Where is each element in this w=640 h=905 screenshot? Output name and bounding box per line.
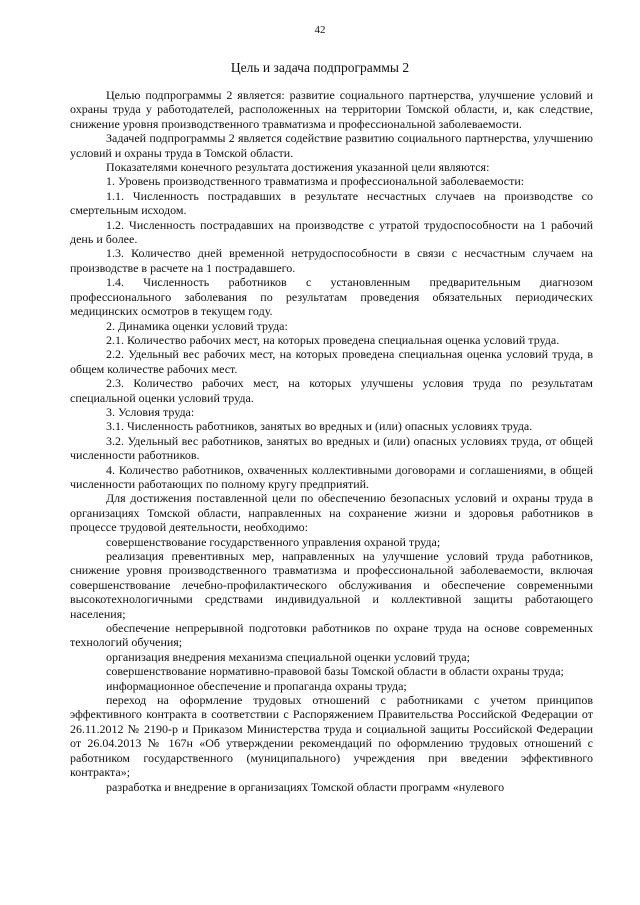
- paragraph: Целью подпрограммы 2 является: развитие социального партнерства, улучшение условий и охраны труда у работодателей, расположенных на территории Томской области, и, как следствие, снижение уровня производственного травматизма и профессиональной заболеваемости.: [70, 88, 593, 131]
- paragraph: 4. Количество работников, охваченных коллективными договорами и соглашениями, в общей численности работающих по полному кругу предприятий.: [70, 462, 593, 491]
- paragraph: совершенствование государственного управления охраной труда;: [106, 534, 441, 549]
- paragraph: 3. Условия труда:: [106, 404, 195, 419]
- paragraph: 2. Динамика оценки условий труда:: [106, 318, 288, 333]
- paragraph: Показателями конечного результата достижения указанной цели являются:: [106, 160, 490, 175]
- paragraph: 1.4. Численность работников с установленным предварительным диагнозом профессионального заболевания по результатам проведения обязательных периодических медицинских осмотров в текущем году.: [70, 275, 593, 319]
- page-number: 42: [314, 24, 326, 36]
- paragraph: совершенствование нормативно-правовой базы Томской области в области охраны труда;: [106, 664, 564, 679]
- paragraph: реализация превентивных мер, направленных на улучшение условий труда работников, снижение уровня производственного травматизма и профессиональной заболеваемости, включая совершенствование лечебно-профилактического обслуживания и обеспечение современными высокотехнологичными средствами индивидуальной и коллективной защиты работающего населения;: [70, 549, 593, 621]
- paragraph: 1. Уровень производственного травматизма и профессиональной заболеваемости:: [106, 174, 525, 189]
- paragraph: 1.1. Численность пострадавших в результате несчастных случаев на производстве со смертельным исходом.: [70, 188, 593, 218]
- paragraph: 2.3. Количество рабочих мест, на которых улучшены условия труда по результатам специальной оценки условий труда.: [70, 376, 593, 405]
- paragraph: организация внедрения механизма специальной оценки условий труда;: [106, 649, 470, 664]
- paragraph: Задачей подпрограммы 2 является содействие развитию социального партнерства, улучшению условий и охраны труда в Томской области.: [70, 131, 593, 160]
- paragraph: 2.1. Количество рабочих мест, на которых проведена специальная оценка условий труда.: [106, 332, 560, 347]
- paragraph: 2.2. Удельный вес рабочих мест, на которых проведена специальная оценка условий труда, в общем количестве рабочих мест.: [70, 347, 593, 376]
- paragraph: 3.1. Численность работников, занятых во вредных и (или) опасных условиях труда.: [106, 419, 533, 434]
- document-body: [70, 88, 593, 794]
- paragraph: разработка и внедрение в организациях Томской области программ «нулевого: [106, 779, 505, 794]
- paragraph: переход на оформление трудовых отношений с работниками с учетом принципов эффективного контракта в соответствии с Распоряжением Правительства Российской Федерации от 26.11.2012 № 2190-р и Приказом Министерства труда и социальной защиты Российской Федерации от 26.04.2013 № 167н «Об утверждении рекомендаций по оформлению трудовых отношений с работником государственного (муниципального) учреждения при введении эффективного контракта»;: [70, 693, 593, 780]
- paragraph: обеспечение непрерывной подготовки работников по охране труда на основе современных технологий обучения;: [70, 621, 593, 650]
- paragraph: 3.2. Удельный вес работников, занятых во вредных и (или) опасных условиях труда, от общей численности работников.: [70, 433, 593, 463]
- paragraph: 1.2. Численность пострадавших на производстве с утратой трудоспособности на 1 рабочий день и более.: [70, 217, 593, 247]
- paragraph: информационное обеспечение и пропаганда охраны труда;: [106, 678, 407, 693]
- section-title: Цель и задача подпрограммы 2: [230, 60, 410, 75]
- paragraph: 1.3. Количество дней временной нетрудоспособности в связи с несчастным случаем на производстве в расчете на 1 пострадавшего.: [70, 246, 593, 275]
- paragraph: Для достижения поставленной цели по обеспечению безопасных условий и охраны труда в организациях Томской области, направленных на сохранение жизни и здоровья работников в процессе трудовой деятельности, необходимо:: [70, 491, 593, 535]
